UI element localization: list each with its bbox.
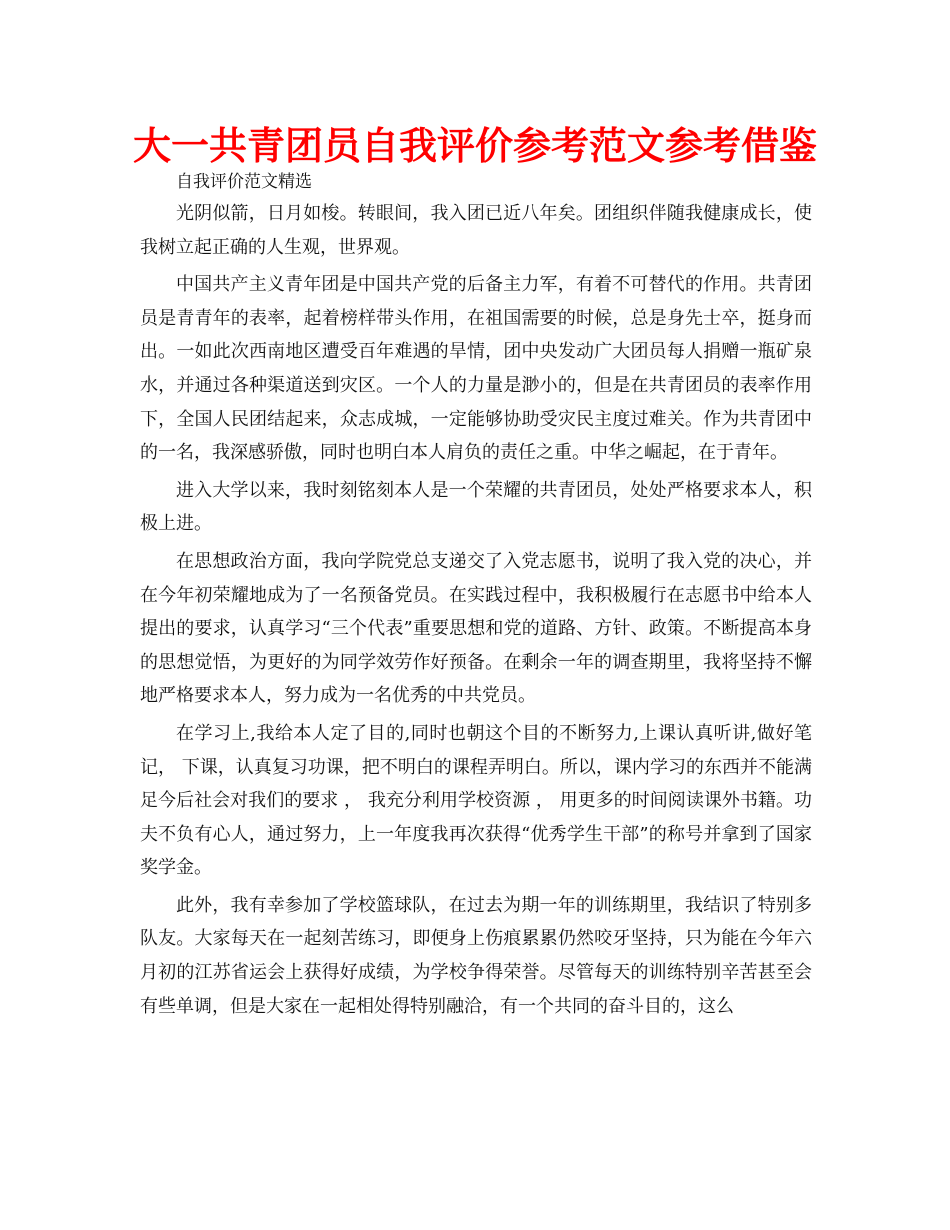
document-subtitle: 自我评价范文精选 <box>176 172 312 192</box>
paragraph-2: 中国共产主义青年团是中国共产党的后备主力军，有着不可替代的作用。共青团员是青青年的表率，起着榜样带头作用，在祖国需要的时候，总是身先士卒，挺身而出。一如此次西南地区遭受百年难遇的旱情，团中央发动广大团员每人捐赠一瓶矿泉水，并通过各种渠道送到灾区。一个人的力量是渺小的，但是在共青团员的表率作用下，全国人民团结起来，众志成城，一定能够协助受灾民主度过难关。作为共青团中的一名，我深感骄傲，同时也明白本人肩负的责任之重。中华之崛起，在于青年。 <box>140 274 812 464</box>
paragraph-5: 在学习上,我给本人定了目的,同时也朝这个目的不断努力,上课认真听讲,做好笔记， 下课，认真复习功课，把不明白的课程弄明白。所以，课内学习的东西并不能满足今后社会对我们的要求 ， 我充分利用学校资源 ， 用更多的时间阅读课外书籍。功夫不负有心人，通过努力，上一年度我再次获得“优秀学生干部”的称号并拿到了国家奖学金。 <box>140 722 812 879</box>
document-body <box>140 167 812 1027</box>
document-title: 大一共青团员自我评价参考范文参考借鉴 <box>132 124 817 168</box>
paragraph-3: 进入大学以来，我时刻铭刻本人是一个荣耀的共青团员，处处严格要求本人，积极上进。 <box>140 479 812 535</box>
paragraph-1: 光阴似箭，日月如梭。转眼间，我入团已近八年矣。团组织伴随我健康成长，使我树立起正确的人生观，世界观。 <box>140 203 812 258</box>
paragraph-4: 在思想政治方面，我向学院党总支递交了入党志愿书，说明了我入党的决心，并在今年初荣耀地成为了一名预备党员。在实践过程中，我积极履行在志愿书中给本人提出的要求，认真学习“三个代表”重要思想和党的道路、方针、政策。不断提高本身的思想觉悟，为更好的为同学效劳作好预备。在剩余一年的调查期里，我将坚持不懈地严格要求本人，努力成为一名优秀的中共党员。 <box>140 550 812 707</box>
paragraph-6: 此外，我有幸参加了学校篮球队，在过去为期一年的训练期里，我结识了特别多队友。大家每天在一起刻苦练习，即便身上伤痕累累仍然咬牙坚持，只为能在今年六月初的江苏省运会上获得好成绩，为学校争得荣誉。尽管每天的训练特别辛苦甚至会有些单调，但是大家在一起相处得特别融洽，有一个共同的奋斗目的，这么 <box>140 894 812 1017</box>
